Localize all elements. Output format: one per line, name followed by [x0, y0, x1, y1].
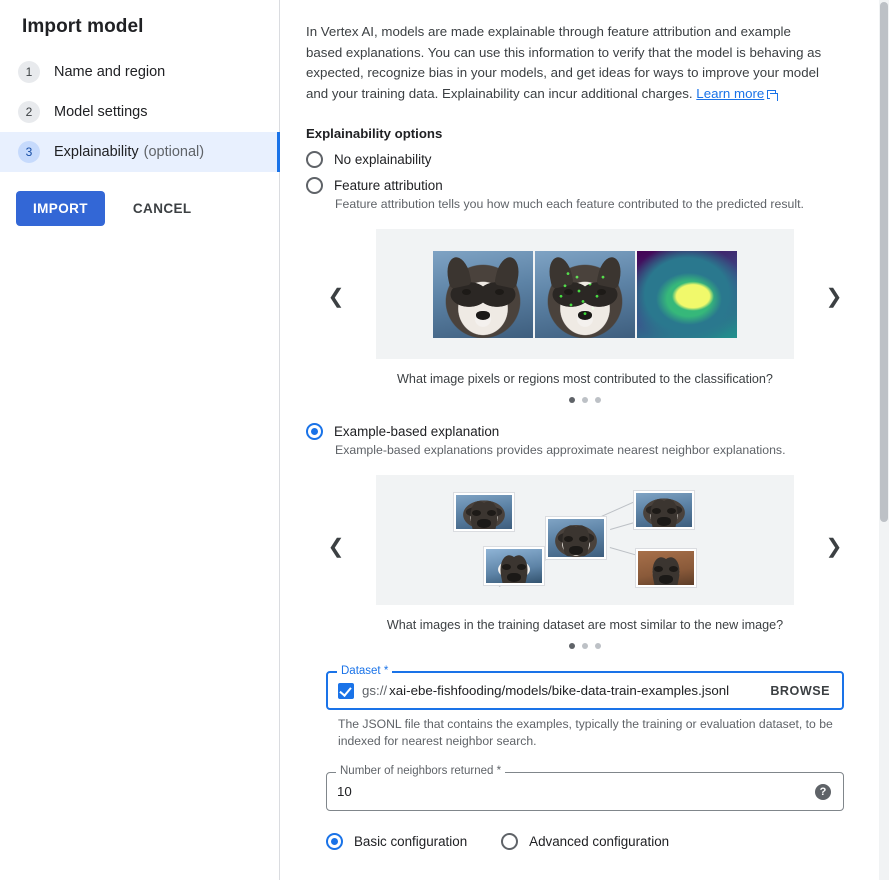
dog-photo-attribution-mesh: [535, 251, 635, 338]
neighbors-value: 10: [337, 784, 352, 799]
carousel-dots: [326, 397, 844, 403]
step-optional-tag: (optional): [143, 144, 205, 160]
chevron-left-icon[interactable]: ❮: [327, 286, 345, 308]
cancel-button[interactable]: CANCEL: [119, 191, 206, 226]
chevron-left-icon[interactable]: ❮: [327, 536, 345, 558]
radio-no-explainability[interactable]: [306, 151, 849, 168]
step-number: 3: [18, 141, 40, 163]
query-image: [546, 517, 606, 559]
dataset-helper-text: The JSONL file that contains the examples, typically the training or evaluation dataset, to be indexed for nearest neighbor search.: [338, 717, 833, 748]
radio-label: No explainability: [334, 152, 432, 167]
sidebar-step-name-and-region[interactable]: [0, 52, 279, 92]
sidebar-step-model-settings[interactable]: [0, 92, 279, 132]
radio-label: Feature attribution: [334, 178, 443, 193]
carousel-dot-2[interactable]: [582, 397, 588, 403]
dataset-field-block: [326, 665, 844, 750]
neighbors-field-legend: Number of neighbors returned *: [336, 765, 505, 777]
radio-label: Basic configuration: [354, 834, 468, 849]
chevron-right-icon[interactable]: ❯: [825, 286, 843, 308]
dataset-input[interactable]: [326, 665, 844, 710]
neighbor-image-1: [454, 493, 514, 531]
intro-text: In Vertex AI, models are made explainable through feature attribution and example based explanations. You can use this information to verify that the model is behaving as expected, recognize bias in your models, and get ideas for ways to improve your model and your training data. Explainability can incur additional charges.: [306, 24, 822, 101]
radio-example-based-explanation[interactable]: [306, 423, 849, 440]
feature-attribution-helper: Feature attribution tells you how much each feature contributed to the predicted result.: [335, 197, 804, 211]
radio-icon: [306, 423, 323, 440]
carousel-dot-3[interactable]: [595, 397, 601, 403]
dataset-field-legend: Dataset *: [337, 665, 392, 677]
carousel-images: [376, 229, 794, 359]
radio-icon: [306, 151, 323, 168]
carousel-images: [376, 475, 794, 605]
configuration-options: [326, 833, 849, 852]
radio-feature-attribution[interactable]: [306, 177, 849, 194]
example-based-carousel: [326, 475, 844, 649]
dog-photo-heatmap: [637, 251, 737, 338]
chevron-right-icon[interactable]: ❯: [825, 536, 843, 558]
carousel-caption: What image pixels or regions most contributed to the classification?: [397, 372, 773, 386]
radio-label: Advanced configuration: [529, 834, 670, 849]
step-label: Name and region: [54, 64, 166, 80]
page-title: Import model: [22, 16, 144, 37]
feature-attribution-carousel: [326, 229, 844, 403]
external-link-icon: [767, 90, 776, 99]
radio-icon: [326, 833, 343, 850]
neighbors-input[interactable]: [326, 765, 844, 811]
example-based-helper: Example-based explanations provides approximate nearest neighbor explanations.: [335, 443, 786, 457]
carousel-dot-3[interactable]: [595, 643, 601, 649]
radio-icon: [306, 177, 323, 194]
help-icon[interactable]: ?: [815, 784, 831, 800]
dog-photo-original: [433, 251, 533, 338]
carousel-dot-1[interactable]: [569, 397, 575, 403]
step-number: 1: [18, 61, 40, 83]
step-label: Model settings: [54, 104, 148, 120]
sidebar-step-explainability[interactable]: [0, 132, 279, 172]
neighbor-image-2: [634, 491, 694, 529]
dataset-validated-checkbox[interactable]: [338, 683, 354, 699]
radio-basic-configuration[interactable]: [326, 833, 467, 850]
radio-label: Example-based explanation: [334, 424, 500, 439]
wizard-sidebar: [0, 0, 280, 880]
neighbor-image-4: [636, 549, 696, 587]
step-label: Explainability: [54, 144, 139, 160]
import-button[interactable]: IMPORT: [16, 191, 105, 226]
radio-advanced-configuration[interactable]: [501, 833, 669, 850]
intro-paragraph: [306, 22, 826, 104]
browse-button[interactable]: BROWSE: [770, 683, 830, 698]
carousel-dot-2[interactable]: [582, 643, 588, 649]
carousel-dot-1[interactable]: [569, 643, 575, 649]
neighbors-field-block: [326, 765, 844, 811]
dataset-value: xai-ebe-fishfooding/models/bike-data-train-examples.jsonl: [389, 683, 730, 698]
carousel-dots: [326, 643, 844, 649]
carousel-caption: What images in the training dataset are most similar to the new image?: [386, 618, 784, 632]
radio-icon: [501, 833, 518, 850]
page-scrollbar[interactable]: [879, 0, 889, 880]
scrollbar-thumb[interactable]: [880, 2, 888, 522]
explainability-options-label: Explainability options: [306, 126, 443, 141]
dataset-uri-prefix: gs://: [362, 683, 388, 698]
explainability-panel: [280, 0, 889, 880]
neighbor-image-3: [484, 547, 544, 585]
step-number: 2: [18, 101, 40, 123]
wizard-actions: [0, 172, 279, 226]
learn-more-link[interactable]: Learn more: [696, 85, 765, 101]
